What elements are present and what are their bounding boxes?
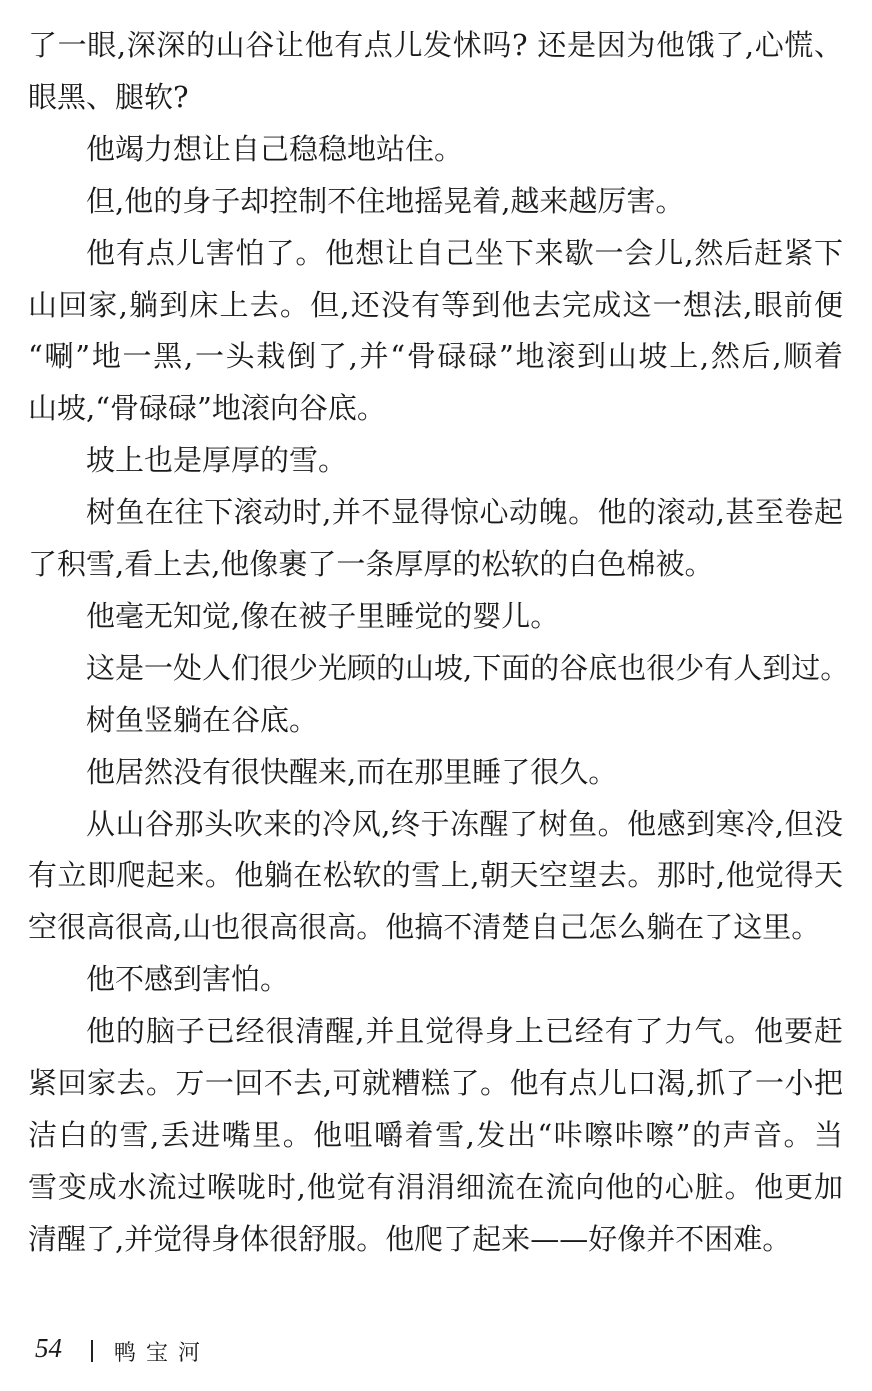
paragraph-line: 坡上也是厚厚的雪。 [86,443,348,478]
paragraph-line: 他毫无知觉,像在被子里睡觉的婴儿。 [86,598,560,633]
paragraph-line: 空很高很高,山也很高很高。他搞不清楚自己怎么躺在了这里。 [28,910,821,945]
paragraph-line: 这是一处人们很少光顾的山坡,下面的谷底也很少有人到过。 [86,650,850,685]
paragraph-line: 树鱼竖躺在谷底。 [86,702,319,737]
paragraph-line: 他居然没有很快醒来,而在那里睡了很久。 [86,754,618,789]
paragraph-line: 他的脑子已经很清醒,并且觉得身上已经有了力气。他要赶 [86,1014,843,1049]
paragraph-line: 从山谷那头吹来的冷风,终于冻醒了树鱼。他感到寒冷,但没 [86,806,843,841]
paragraph-line: 眼黑、腿软? [28,79,189,114]
paragraph-line: 他不感到害怕。 [86,962,290,997]
paragraph-line: 了一眼,深深的山谷让他有点儿发怵吗? 还是因为他饿了,心慌、 [28,28,843,62]
paragraph-line: 山坡,“骨碌碌”地滚向谷底。 [28,391,386,426]
paragraph-line: 了积雪,看上去,他像裹了一条厚厚的松软的白色棉被。 [28,547,714,581]
paragraph-line: 洁白的雪,丢进嘴里。他咀嚼着雪,发出“咔嚓咔嚓”的声音。当 [28,1117,843,1152]
paragraph-line: 但,他的身子却控制不住地摇晃着,越来越厉害。 [86,183,685,218]
paragraph-line: 雪变成水流过喉咙时,他觉有涓涓细流在流向他的心脏。他更加 [28,1169,843,1204]
paragraph-line: 紧回家去。万一回不去,可就糟糕了。他有点儿口渴,抓了一小把 [28,1066,843,1100]
footer-divider [91,1340,93,1362]
page-number: 54 [35,1333,62,1363]
paragraph-line: 有立即爬起来。他躺在松软的雪上,朝天空望去。那时,他觉得天 [28,858,843,893]
paragraph-line: 他竭力想让自己稳稳地站住。 [86,131,464,166]
paragraph-line: “唰”地一黑,一头栽倒了,并“骨碌碌”地滚到山坡上,然后,顺着 [28,339,843,374]
paragraph-line: 山回家,躺到床上去。但,还没有等到他去完成这一想法,眼前便 [28,287,843,322]
running-title: 鸭宝河 [114,1341,211,1366]
paragraph-line: 他有点儿害怕了。他想让自己坐下来歇一会儿,然后赶紧下 [86,235,843,270]
paragraph-line: 树鱼在往下滚动时,并不显得惊心动魄。他的滚动,甚至卷起 [86,495,843,530]
paragraph-line: 清醒了,并觉得身体很舒服。他爬了起来——好像并不困难。 [28,1221,792,1256]
